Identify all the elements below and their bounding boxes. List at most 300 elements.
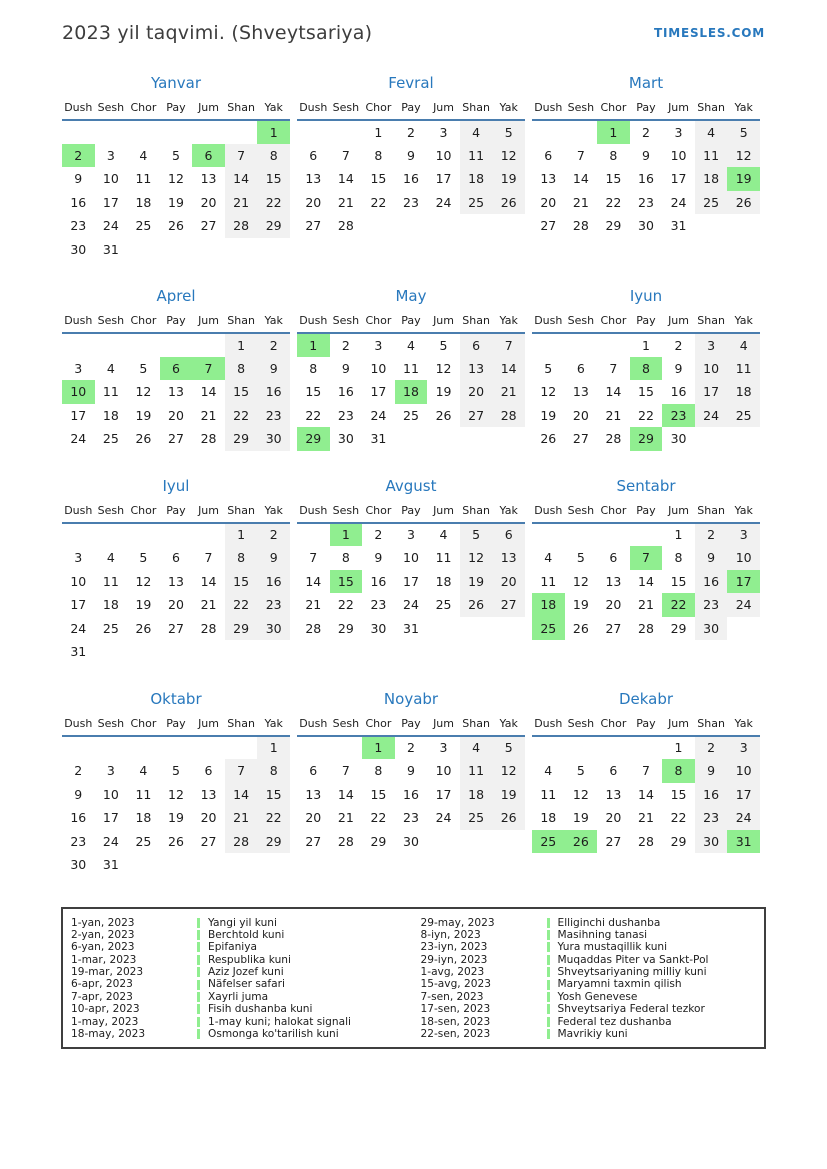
weekday-header-row-inner <box>297 715 525 736</box>
empty-cell <box>192 853 225 877</box>
month-6 <box>532 287 760 451</box>
legend-date: 8-iyn, 2023 <box>420 928 481 941</box>
week-row <box>532 404 760 428</box>
day-cell: 8 <box>309 360 318 376</box>
day-cell: 23 <box>403 194 419 210</box>
month-days <box>297 333 525 451</box>
weekday-header-row <box>62 502 290 523</box>
day-cell: 12 <box>168 786 184 802</box>
legend-holiday-name: Federal tez dushanba <box>557 1015 672 1028</box>
legend-row <box>421 966 757 978</box>
day-cell: 25 <box>532 830 565 854</box>
day-cell: 7 <box>309 550 318 566</box>
weekday-label: Dush <box>299 503 328 517</box>
day-cell: 30 <box>403 833 419 849</box>
day-cell: 6 <box>309 763 318 779</box>
day-cell: 16 <box>257 570 290 594</box>
weekday-header-row-inner <box>62 502 290 523</box>
day-cell: 1 <box>374 124 383 140</box>
legend-date: 7-apr, 2023 <box>71 990 133 1003</box>
day-cell: 11 <box>540 786 557 802</box>
weekday-label: Sesh <box>97 716 125 730</box>
day-cell: 5 <box>460 523 493 547</box>
day-cell: 14 <box>225 783 258 807</box>
day-cell: 31 <box>727 830 760 854</box>
legend-holiday-name: Yangi yil kuni <box>208 916 277 929</box>
day-cell: 7 <box>630 546 663 570</box>
legend-date: 19-mar, 2023 <box>71 966 144 979</box>
day-cell: 16 <box>403 786 419 802</box>
day-cell: 13 <box>200 786 217 802</box>
legend-holiday-name: Yura mustaqillik kuni <box>557 941 668 954</box>
day-cell: 6 <box>204 763 213 779</box>
day-cell: 11 <box>540 573 557 589</box>
day-cell: 22 <box>370 810 387 826</box>
weekday-header-row-inner <box>297 312 525 333</box>
weekday-label: Shan <box>697 101 725 114</box>
weekday-label: Sesh <box>332 503 360 517</box>
day-cell: 19 <box>168 194 184 210</box>
day-cell: 3 <box>406 527 415 543</box>
day-cell: 1 <box>257 736 290 760</box>
day-cell: 12 <box>572 573 589 589</box>
week-row <box>62 214 290 238</box>
day-cell: 4 <box>139 763 148 779</box>
legend-row <box>421 917 757 929</box>
day-cell: 5 <box>544 360 553 376</box>
day-cell: 14 <box>200 384 217 400</box>
day-cell: 11 <box>460 759 493 783</box>
day-cell: 17 <box>435 171 452 187</box>
day-cell: 2 <box>257 523 290 547</box>
empty-cell <box>492 830 525 854</box>
week-row <box>532 191 760 215</box>
week-row <box>297 593 525 617</box>
day-cell: 24 <box>670 194 687 210</box>
day-cell: 7 <box>492 333 525 357</box>
legend-date: 6-apr, 2023 <box>71 978 133 991</box>
day-cell: 22 <box>257 806 290 830</box>
day-cell: 12 <box>540 384 557 400</box>
weekday-header-row-inner <box>297 502 525 523</box>
empty-cell <box>630 736 663 760</box>
day-cell: 24 <box>70 620 87 636</box>
legend-date: 10-apr, 2023 <box>71 1003 140 1016</box>
legend-date: 6-yan, 2023 <box>71 941 135 954</box>
day-cell: 29 <box>670 620 687 636</box>
empty-cell <box>160 736 193 760</box>
month-table <box>62 312 290 451</box>
day-cell: 28 <box>225 214 258 238</box>
day-cell: 30 <box>695 617 728 641</box>
day-cell: 2 <box>695 736 728 760</box>
day-cell: 5 <box>171 147 180 163</box>
day-cell: 25 <box>135 833 152 849</box>
day-cell: 14 <box>605 384 622 400</box>
day-cell: 28 <box>225 830 258 854</box>
weekday-label: Jum <box>433 101 454 114</box>
weekday-label: Jum <box>198 716 219 730</box>
day-cell: 4 <box>406 337 415 353</box>
weekday-label: Shan <box>227 314 255 327</box>
day-cell: 27 <box>200 833 217 849</box>
week-row <box>62 830 290 854</box>
weekday-label: Jum <box>668 716 689 730</box>
day-cell: 22 <box>370 194 387 210</box>
day-cell: 8 <box>609 147 618 163</box>
weekday-label: Shan <box>697 314 725 327</box>
month-title: Iyul <box>162 476 190 495</box>
week-row <box>62 570 290 594</box>
day-cell: 9 <box>257 546 290 570</box>
page-title: 2023 yil taqvimi. (Shveytsariya) <box>62 22 373 44</box>
weekday-label: Dush <box>64 101 93 114</box>
empty-cell <box>695 427 728 451</box>
week-row <box>532 546 760 570</box>
weekday-label: Pay <box>166 314 186 327</box>
empty-cell <box>597 333 630 357</box>
day-cell: 20 <box>168 407 184 423</box>
page-header <box>0 0 827 44</box>
week-row <box>62 853 290 877</box>
week-row <box>297 806 525 830</box>
weekday-label: Pay <box>636 503 656 517</box>
day-cell: 12 <box>435 360 452 376</box>
week-row <box>62 617 290 641</box>
empty-cell <box>62 333 95 357</box>
week-row <box>297 333 525 357</box>
day-cell: 10 <box>727 546 760 570</box>
day-cell: 12 <box>135 573 152 589</box>
day-cell: 4 <box>460 736 493 760</box>
month-days <box>532 120 760 238</box>
week-row <box>297 736 525 760</box>
empty-cell <box>95 640 128 664</box>
day-cell: 9 <box>406 763 415 779</box>
day-cell: 20 <box>605 597 622 613</box>
week-row <box>532 333 760 357</box>
empty-cell <box>62 523 95 547</box>
day-cell: 4 <box>139 147 148 163</box>
week-row <box>532 523 760 547</box>
day-cell: 12 <box>135 384 152 400</box>
holiday-marker-bar <box>197 992 200 1002</box>
holiday-marker-bar <box>547 992 550 1002</box>
day-cell: 29 <box>257 830 290 854</box>
month-table <box>62 502 290 664</box>
day-cell: 19 <box>572 810 589 826</box>
weekday-header-row-inner <box>532 99 760 120</box>
month-table <box>297 715 525 854</box>
day-cell: 21 <box>572 194 589 210</box>
day-cell: 26 <box>572 620 589 636</box>
day-cell: 18 <box>395 380 428 404</box>
weekday-label: Jum <box>198 101 219 114</box>
day-cell: 11 <box>435 550 452 566</box>
day-cell: 24 <box>695 404 728 428</box>
day-cell: 8 <box>374 763 383 779</box>
day-cell: 1 <box>257 120 290 144</box>
empty-cell <box>225 238 258 262</box>
day-cell: 19 <box>492 167 525 191</box>
legend-row <box>421 1016 757 1028</box>
legend-row <box>71 917 407 929</box>
day-cell: 1 <box>297 333 330 357</box>
month-4 <box>62 287 290 451</box>
day-cell: 2 <box>257 333 290 357</box>
legend-column-2 <box>421 917 757 1041</box>
day-cell: 7 <box>341 147 350 163</box>
day-cell: 23 <box>370 597 387 613</box>
legend-row <box>71 929 407 941</box>
day-cell: 3 <box>74 550 83 566</box>
day-cell: 24 <box>727 806 760 830</box>
day-cell: 7 <box>641 763 650 779</box>
empty-cell <box>192 120 225 144</box>
day-cell: 25 <box>102 620 119 636</box>
empty-cell <box>427 214 460 238</box>
week-row <box>297 120 525 144</box>
day-cell: 14 <box>638 786 654 802</box>
week-row <box>532 617 760 641</box>
day-cell: 19 <box>572 597 589 613</box>
week-row <box>297 404 525 428</box>
month-days <box>297 120 525 238</box>
day-cell: 14 <box>638 573 654 589</box>
day-cell: 3 <box>106 763 115 779</box>
day-cell: 9 <box>695 546 728 570</box>
empty-cell <box>225 853 258 877</box>
weekday-label: Dush <box>534 716 563 730</box>
day-cell: 11 <box>102 573 119 589</box>
day-cell: 20 <box>305 194 322 210</box>
day-cell: 2 <box>406 740 415 756</box>
day-cell: 13 <box>540 171 557 187</box>
day-cell: 18 <box>460 783 493 807</box>
month-table <box>532 502 760 641</box>
day-cell: 7 <box>341 763 350 779</box>
day-cell: 30 <box>257 617 290 641</box>
week-row <box>297 546 525 570</box>
day-cell: 9 <box>641 147 650 163</box>
empty-cell <box>460 214 493 238</box>
day-cell: 22 <box>305 407 322 423</box>
empty-cell <box>192 238 225 262</box>
day-cell: 6 <box>192 144 225 168</box>
day-cell: 4 <box>727 333 760 357</box>
legend-date: 2-yan, 2023 <box>71 928 135 941</box>
day-cell: 26 <box>727 191 760 215</box>
day-cell: 1 <box>641 337 650 353</box>
day-cell: 16 <box>370 573 387 589</box>
holiday-marker-bar <box>547 980 550 990</box>
day-cell: 19 <box>435 384 452 400</box>
day-cell: 21 <box>200 597 217 613</box>
day-cell: 10 <box>695 357 728 381</box>
week-row <box>62 736 290 760</box>
day-cell: 24 <box>370 407 387 423</box>
day-cell: 2 <box>62 144 95 168</box>
weekday-label: Dush <box>534 314 563 327</box>
day-cell: 25 <box>435 597 452 613</box>
weekday-label: Chor <box>600 503 627 517</box>
day-cell: 21 <box>305 597 322 613</box>
day-cell: 14 <box>200 573 217 589</box>
week-row <box>532 736 760 760</box>
day-cell: 26 <box>492 191 525 215</box>
empty-cell <box>225 640 258 664</box>
day-cell: 20 <box>200 810 217 826</box>
weekday-header-row-inner <box>532 715 760 736</box>
day-cell: 24 <box>102 218 119 234</box>
legend-row <box>421 954 757 966</box>
legend-date: 18-may, 2023 <box>71 1028 146 1041</box>
day-cell: 14 <box>337 171 354 187</box>
day-cell: 23 <box>695 806 728 830</box>
day-cell: 17 <box>435 786 452 802</box>
weekday-label: Dush <box>299 716 328 730</box>
day-cell: 4 <box>106 360 115 376</box>
day-cell: 10 <box>102 786 119 802</box>
month-1 <box>62 74 290 261</box>
weekday-label: Chor <box>130 503 157 517</box>
day-cell: 18 <box>102 597 119 613</box>
week-row <box>532 830 760 854</box>
weekday-label: Chor <box>600 716 627 730</box>
week-row <box>62 357 290 381</box>
day-cell: 5 <box>139 360 148 376</box>
weekday-label: Shan <box>697 716 725 730</box>
weekday-label: Jum <box>668 314 689 327</box>
day-cell: 29 <box>630 427 663 451</box>
empty-cell <box>95 333 128 357</box>
weekday-label: Jum <box>198 503 219 517</box>
holiday-marker-bar <box>547 930 550 940</box>
empty-cell <box>297 523 330 547</box>
day-cell: 26 <box>492 806 525 830</box>
day-cell: 16 <box>70 810 87 826</box>
weekday-header-row-inner <box>62 99 290 120</box>
day-cell: 3 <box>74 360 83 376</box>
weekday-label: Yak <box>734 101 753 114</box>
legend-date: 22-sen, 2023 <box>420 1028 491 1041</box>
day-cell: 1 <box>330 523 363 547</box>
day-cell: 1 <box>597 120 630 144</box>
empty-cell <box>127 333 160 357</box>
day-cell: 5 <box>576 763 585 779</box>
weekday-label: Chor <box>365 716 392 730</box>
empty-cell <box>330 736 363 760</box>
day-cell: 6 <box>609 550 618 566</box>
month-days <box>297 523 525 641</box>
weekday-label: Chor <box>365 314 392 327</box>
month-10 <box>62 690 290 877</box>
day-cell: 22 <box>337 597 354 613</box>
day-cell: 26 <box>435 407 452 423</box>
day-cell: 13 <box>305 786 322 802</box>
day-cell: 4 <box>106 550 115 566</box>
legend-row <box>71 1028 407 1040</box>
month-table <box>532 99 760 238</box>
empty-cell <box>695 214 728 238</box>
holiday-marker-bar <box>197 1017 200 1027</box>
legend-row <box>71 941 407 953</box>
month-7 <box>62 477 290 664</box>
day-cell: 11 <box>102 384 119 400</box>
day-cell: 10 <box>102 171 119 187</box>
empty-cell <box>192 523 225 547</box>
day-cell: 1 <box>225 333 258 357</box>
day-cell: 15 <box>370 786 387 802</box>
legend-holiday-name: Masihning tanasi <box>557 928 648 941</box>
day-cell: 6 <box>544 147 553 163</box>
day-cell: 4 <box>544 763 553 779</box>
weekday-label: Chor <box>600 314 627 327</box>
day-cell: 24 <box>403 597 419 613</box>
day-cell: 5 <box>492 120 525 144</box>
weekday-label: Pay <box>401 503 421 517</box>
empty-cell <box>395 214 428 238</box>
day-cell: 7 <box>576 147 585 163</box>
legend-holiday-name: Aziz Jozef kuni <box>208 966 284 979</box>
weekday-label: Dush <box>299 314 328 327</box>
weekday-label: Yak <box>264 314 283 327</box>
day-cell: 20 <box>460 380 493 404</box>
day-cell: 14 <box>305 573 322 589</box>
holiday-marker-bar <box>547 955 550 965</box>
empty-cell <box>727 214 760 238</box>
empty-cell <box>427 617 460 641</box>
day-cell: 21 <box>638 597 654 613</box>
day-cell: 6 <box>460 333 493 357</box>
day-cell: 16 <box>257 380 290 404</box>
brand-link[interactable]: TIMESLES.COM <box>653 26 765 40</box>
weekday-label: Pay <box>401 101 421 114</box>
day-cell: 21 <box>605 407 622 423</box>
legend-row <box>71 954 407 966</box>
day-cell: 11 <box>135 171 152 187</box>
month-title: Oktabr <box>150 689 202 708</box>
weekday-label: Yak <box>264 503 283 517</box>
day-cell: 10 <box>370 360 387 376</box>
legend-date: 1-mar, 2023 <box>71 953 137 966</box>
day-cell: 3 <box>727 523 760 547</box>
day-cell: 7 <box>225 144 258 168</box>
weekday-label: Yak <box>734 716 753 730</box>
weekday-label: Shan <box>227 716 255 730</box>
empty-cell <box>565 736 598 760</box>
empty-cell <box>192 640 225 664</box>
day-cell: 22 <box>225 404 258 428</box>
week-row <box>62 640 290 664</box>
empty-cell <box>427 427 460 451</box>
empty-cell <box>127 523 160 547</box>
day-cell: 10 <box>435 763 452 779</box>
day-cell: 19 <box>492 783 525 807</box>
month-table <box>297 502 525 641</box>
day-cell: 12 <box>460 546 493 570</box>
holiday-marker-bar <box>547 918 550 928</box>
weekday-header-row-inner <box>62 312 290 333</box>
month-5 <box>297 287 525 451</box>
day-cell: 5 <box>727 120 760 144</box>
day-cell: 18 <box>695 167 728 191</box>
day-cell: 18 <box>460 167 493 191</box>
day-cell: 28 <box>572 218 589 234</box>
day-cell: 3 <box>727 736 760 760</box>
legend-row <box>71 978 407 990</box>
day-cell: 13 <box>605 573 622 589</box>
